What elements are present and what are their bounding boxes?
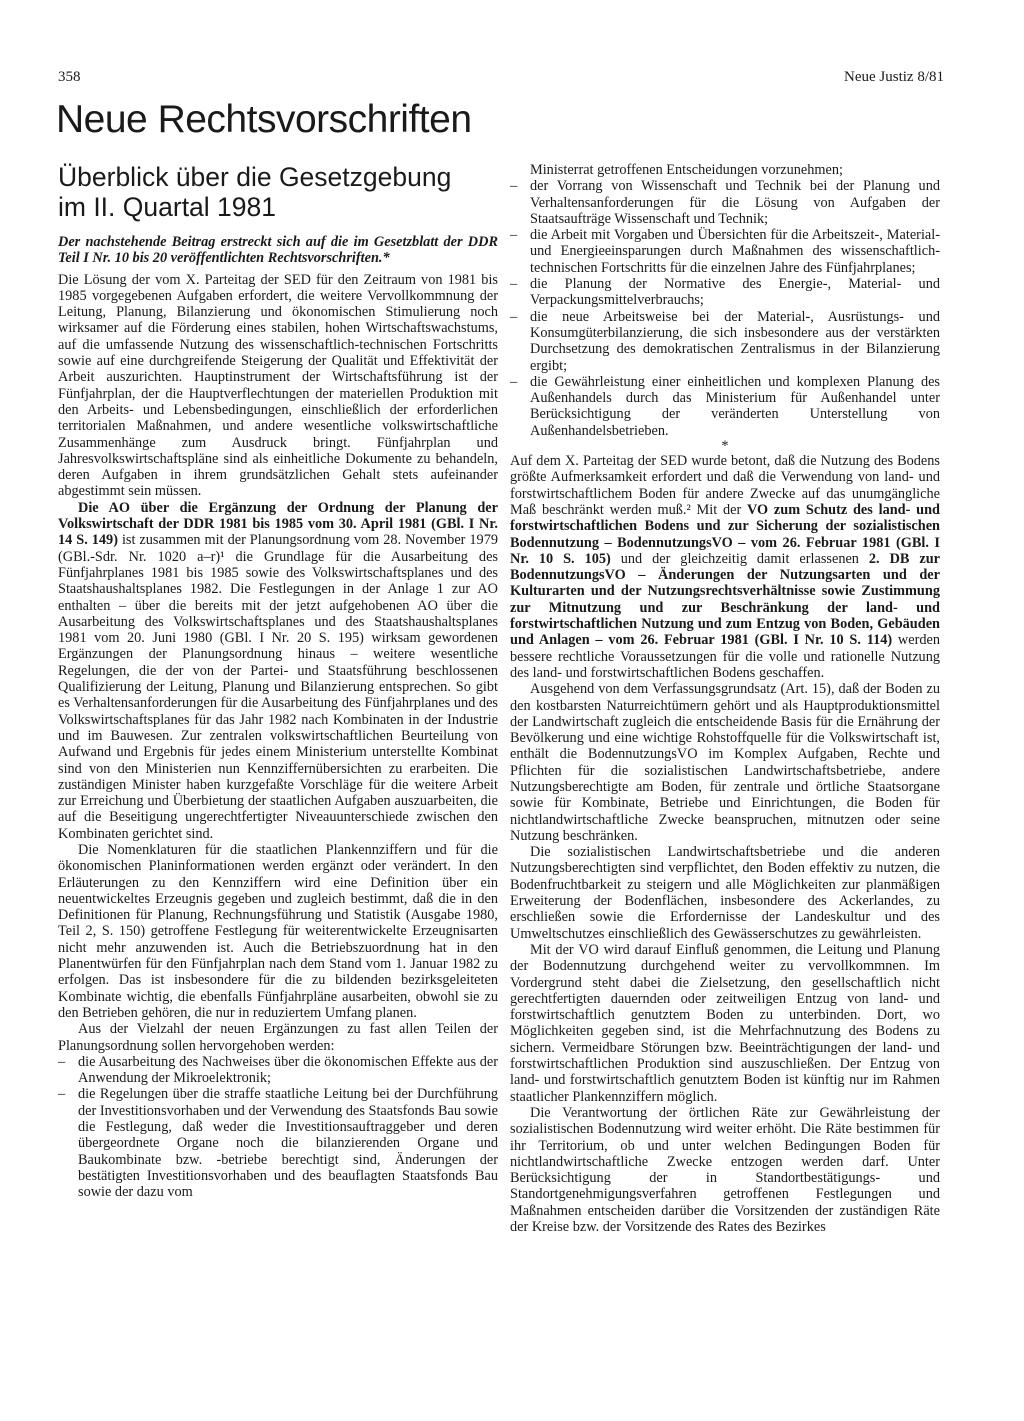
paragraph: Die Verantwortung der örtlichen Räte zur Gewährleistung der sozialistischen Bodennutzung wird weiter erhöht. Die Räte bestimmen für ihr Territorium, ob und unter welchen Bedingungen Boden für nichtlandwirtschaftliche Zwecke entzogen werden darf. Unter Berücksichtigung der in Standortbestätigungs- und Standortgenehmigungsverfahren getroffenen Festlegungen und Maßnahmen entscheiden darüber die Vorsitzenden der zuständigen Räte der Kreise bzw. der Vorsitzende des Rates des Bezirkes [510, 1104, 940, 1235]
list-item: – die Ausarbeitung des Nachweises über die ökonomischen Effekte aus der Anwendung der Mikroelektronik; [58, 1054, 498, 1087]
paragraph: Die Lösung der vom X. Parteitag der SED für den Zeitraum von 1981 bis 1985 vorgegebenen Aufgaben erfordert, die weitere Vervollkommnung der Leitung, Planung, Bilanzierung und ökonomischen Stimulierung noch wirksamer auf die Förderung eines stabilen, hohen Wirtschaftswachstums, auf die umfassende Nutzung des wissenschaftlich-technischen Fortschritts sowie auf eine durchgreifende Steigerung der Qualität und Effektivität der Arbeit auszurichten. Hauptinstrument der Wirtschaftsführung ist der Fünfjahrplan, der die Hauptverflechtungen der materiellen Produktion mit den Arbeits- und Lebensbedingungen, einschließlich der erforderlichen territorialen Maßnahmen, und andere wesentliche volkswirtschaftliche Zusammenhänge zum Ausdruck bringt. Fünfjahrplan und Jahresvolkswirtschaftspläne sind als einheitliche Dokumente zu behandeln, deren Aufgaben in ihrem grundsätzlichen Gehalt stets aufeinander abgestimmt sein müssen. [58, 271, 498, 500]
regulation-reference: VO zum Schutz des land- und forstwirtschaftlichen Bodens und zur Sicherung der sozialistischen Bodennutzung – BodennutzungsVO – vom 26. Februar 1981 (GBl. I Nr. 10 S. 105) [510, 501, 940, 567]
regulation-reference: 2. DB zur BodennutzungsVO – Änderungen der Nutzungsarten und der Kulturarten und der Nutzungsrechtsverhältnisse sowie Zustimmung zur Mitnutzung und zur Beschränkung der land- und forstwirtschaftlichen Nutzung und zum Entzug von Boden, Gebäuden und Anlagen – vom 26. Februar 1981 (GBl. I Nr. 10 S. 114) [510, 550, 941, 649]
article-title [58, 162, 498, 222]
journal-issue: Neue Justiz 8/81 [844, 69, 944, 85]
paragraph: Die sozialistischen Landwirtschaftsbetriebe und die anderen Nutzungsberechtigten sind verpflichtet, den Boden effektiv zu nutzen, die Bodenfruchtbarkeit zu steigern und alle Möglichkeiten zur planmäßigen Erweiterung der Bodenflächen, insbesondere des Ackerlandes, zu erschließen sowie die Erfordernisse der Landeskultur und des Umweltschutzes einschließlich des Gewässerschutzes zu gewährleisten. [510, 844, 940, 942]
paragraph: Die Nomenklaturen für die staatlichen Plankennziffern und für die ökonomischen Planinformationen werden ergänzt oder verändert. In den Erläuterungen zu den Kennziffern wird eine Definition über ein neuentwickeltes Erzeugnis gegeben und zugleich bestimmt, daß die in den Definitionen für Planung, Rechnungsführung und Statistik (Ausgabe 1980, Teil 2, S. 150) getroffene Festlegung für weiterentwickelte Erzeugnisarten nicht mehr anzuwenden ist. Auch die Betriebszuordnung hat in den Planentwürfen für den Fünfjahrplan nach dem Stand vom 1. Januar 1982 zu erfolgen. Das ist insbesondere für die zu bildenden bezirksgeleiteten Kombinate wichtig, die ebenfalls Fünfjahrpläne ausarbeiten, obwohl sie zu den Betrieben gehören, die nur in reduziertem Umfang planen. [58, 841, 498, 1021]
paragraph: Mit der VO wird darauf Einfluß genommen, die Leitung und Planung der Bodennutzung durchgehend weiter zu vervollkommnen. Im Vordergrund steht dabei die Zielsetzung, den gesellschaftlich nicht gerechtfertigten dauernden oder zeitweiligen Entzug von land- und forstwirtschaftlich genutztem Boden zu unterbinden. Dort, wo Möglichkeiten gegeben sind, ist die Mehrfachnutzung des Bodens zu sichern. Vermeidbare Störungen bzw. Beeinträchtigungen der land- und forstwirtschaftlichen Produktion sind auszuschließen. Der Entzug von land- und forstwirtschaftlich genutztem Boden ist künftig nur im Rahmen staatlicher Plankennziffern möglich. [510, 941, 940, 1105]
paragraph: Ausgehend von dem Verfassungsgrundsatz (Art. 15), daß der Boden zu den kostbarsten Naturreichtümern gehört und als Hauptproduktionsmittel der Landwirtschaft zugleich die entscheidende Basis für die Ernährung der Bevölkerung und eine wichtige Rohstoffquelle für die Volkswirtschaft ist, enthält die BodennutzungsVO im Komplex Aufgaben, Rechte und Pflichten für die sozialistischen Landwirtschaftsbetriebe, andere Nutzungsberechtigte am Boden, für zentrale und örtliche Staatsorgane sowie für Kombinate, Betriebe und Einrichtungen, die Boden für nichtlandwirtschaftliche Zwecke beanspruchen, mitnutzen oder seine Nutzung beschränken. [510, 681, 940, 844]
highlights-list-continued [510, 178, 940, 439]
paragraph: Aus der Vielzahl der neuen Ergänzungen zu fast allen Teilen der Planungsordnung sollen hervorgehoben werden: [58, 1021, 498, 1054]
list-item: – die Arbeit mit Vorgaben und Übersichten für die Arbeitszeit-, Material- und Energieeinsparungen durch Maßnahmen des wissenschaftlich-technischen Fortschritts für die einzelnen Jahre des Fünfjahrplanes; [510, 227, 940, 276]
list-item: – die Gewährleistung einer einheitlichen und komplexen Planung des Außenhandels durch das Ministerium für Außenhandel unter Berücksichtigung der veränderten Unterstellung von Außenhandelsbetrieben. [510, 374, 940, 439]
list-item-continuation: Ministerrat getroffenen Entscheidungen vorzunehmen; [530, 162, 843, 178]
paragraph: Die AO über die Ergänzung der Ordnung der Planung der Volkswirtschaft der DDR 1981 bis 1985 vom 30. April 1981 (GBl. I Nr. 14 S. 149) ist zusammen mit der Planungsordnung vom 28. November 1979 (GBl.-Sdr. Nr. 1020 a–r)¹ die Grundlage für die Ausarbeitung des Fünfjahrplanes 1981 bis 1985 sowie des Volkswirtschaftsplanes und des Staatshaushaltsplanes 1982. Die Festlegungen in der Anlage 1 zur AO enthalten – über die bereits mit der jetzt aufgehobenen AO über die Ausarbeitung des Volkswirtschaftsplanes und des Staatshaushaltsplanes 1981 vom 20. Juni 1980 (GBl. I Nr. 20 S. 195) wirksam gewordenen Ergänzungen der Planungsordnung hinaus – weitere wesentliche Regelungen, die der von der Partei- und Staatsführung beschlossenen Qualifizierung der Leitung, Planung und Bilanzierung entsprechen. So gibt es Verhaltensanforderungen für die Ausarbeitung des Fünfjahrplanes und des Volkswirtschaftsplanes für das Jahr 1982 nach Kombinaten in der Industrie und im Bauwesen. Zur zentralen volkswirtschaftlichen Beurteilung von Aufwand und Ergebnis für jedes einem Ministerium unterstellte Kombinat sind von den Ministerien nun Kennziffernübersichten zu erarbeiten. Die zuständigen Minister haben kurzgefaßte Vorschläge für die weitere Arbeit zur Erreichung und Überbietung der staatlichen Aufgaben auszuarbeiten, die auf die Beseitigung ungerechtfertigter Niveauunterschiede zwischen den Kombinaten gerichtet sind. [58, 499, 498, 842]
paragraph: Auf dem X. Parteitag der SED wurde betont, daß die Nutzung des Bodens größte Aufmerksamkeit erfordert und daß die Verwendung von land- und forstwirtschaftlichem Boden für andere Zwecke auf das unumgängliche Maß beschränkt werden muß.² Mit der VO zum Schutz des land- und forstwirtschaftlichen Bodens und zur Sicherung der sozialistischen Bodennutzung – BodennutzungsVO – vom 26. Februar 1981 (GBl. I Nr. 10 S. 105) und der gleichzeitig damit erlassenen 2. DB zur BodennutzungsVO – Änderungen der Nutzungsarten und der Kulturarten und der Nutzungsrechtsverhältnisse sowie Zustimmung zur Mitnutzung und zur Beschränkung der land- und forstwirtschaftlichen Nutzung und zum Entzug von Boden, Gebäuden und Anlagen – vom 26. Februar 1981 (GBl. I Nr. 10 S. 114) werden bessere rechtliche Voraussetzungen für die volle und rationelle Nutzung des land- und forstwirtschaftlichen Bodens geschaffen. [510, 453, 941, 681]
article-title-line1: Überblick über die Gesetzgebung [58, 162, 452, 192]
list-item: – die neue Arbeitsweise bei der Material-, Ausrüstungs- und Konsumgüterbilanzierung, die sich insbesondere aus der verstärkten Durchsetzung des demokratischen Zentralismus in der Bilanzierung ergibt; [510, 309, 940, 374]
page-header [58, 68, 944, 86]
highlights-list [58, 1054, 498, 1201]
page-number: 358 [58, 69, 81, 85]
list-item: – die Regelungen über die straffe staatliche Leitung bei der Durchführung der Investitionsvorhaben und der Verwendung des Staatsfonds Bau sowie die Festlegung, daß weder die Investitionsauftraggeber und deren übergeordnete Organe noch die bilanzierenden Organe und Baukombinate bzw. -betriebe berechtigt sind, Änderungen der bestätigten Investitionsvorhaben und des beauflagten Staatsfonds Bau sowie der dazu vom [58, 1086, 498, 1200]
left-column [58, 162, 498, 1201]
lead-paragraph: Der nachstehende Beitrag erstreckt sich auf die im Gesetzblatt der DDR Teil I Nr. 10 bis 20 veröffentlichten Rechtsvorschriften.* [58, 234, 498, 267]
section-title: Neue Rechtsvorschriften [56, 98, 472, 141]
section-separator: * [721, 438, 729, 455]
list-item: – die Planung der Normative des Energie-, Material- und Verpackungsmittelverbrauchs; [510, 276, 940, 309]
regulation-reference: Die AO über die Ergänzung der Ordnung der Planung der Volkswirtschaft der DDR 1981 bis 1985 vom 30. April 1981 (GBl. I Nr. 14 S. 149) [58, 499, 498, 549]
article-title-line2: im II. Quartal 1981 [58, 192, 276, 222]
list-item: – der Vorrang von Wissenschaft und Technik bei der Planung und Verhaltensanforderungen für die Lösung von Aufgaben der Staatsaufträge Wissenschaft und Technik; [510, 178, 940, 227]
right-column [510, 162, 940, 1235]
